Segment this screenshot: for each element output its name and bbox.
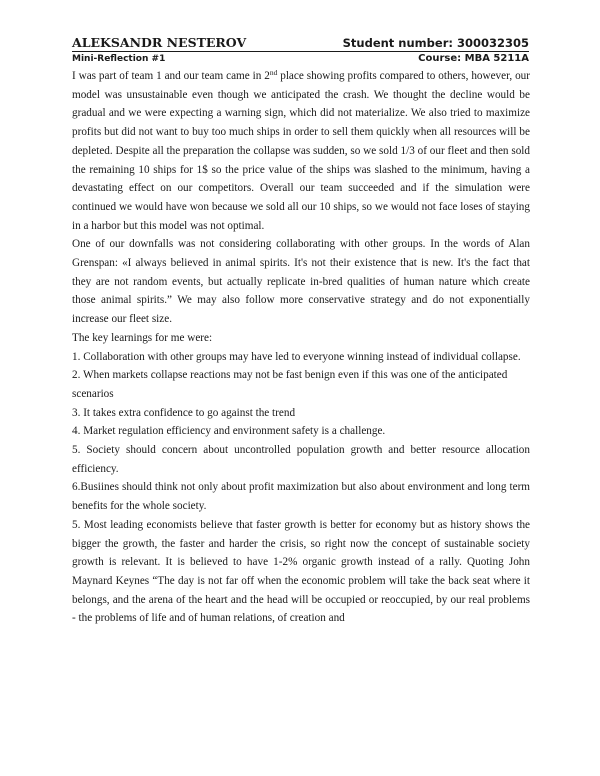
learning-item-1: 1. Collaboration with other groups may have led to everyone winning instead of individual collapse. xyxy=(72,350,521,363)
learnings-intro: The key learnings for me were: xyxy=(72,331,213,344)
learning-item-2: 2. When markets collapse reactions may not be fast benign even if this was one of the anticipated scenarios xyxy=(72,369,508,400)
paragraph-2: One of our downfalls was not considering collaborating with other groups. In the words of Alan Grenspan: «I always believed in animal spirits. It's not their existence that is new. It's the fact that they are not random events, but actually replicate in-bred qualities of human nature which create those animal spirits.” We may also follow more conservative strategy and do not exponentially increase our fleet size. xyxy=(72,238,530,326)
learning-item-3: 3. It takes extra confidence to go against the trend xyxy=(72,406,296,419)
paragraph-1: I was part of team 1 and our team came in 2nd place showing profits compared to others, however, our model was unsustainable even though we anticipated the crash. We thought the decline would be gradual and we were expecting a warning sign, which did not materialize. We also tried to maximize profits but did not want to buy too much ships in order to sell them quickly when all resources will be depleted. Despite all the preparation the collapse was sudden, so we sold 1/3 of our fleet and then sold the remaining 10 ships for 1$ so the price value of the ships was slashed to the minimum, having a devastating effect on our competitors. Overall our team succeeded and if the simulation were continued we would have won because we sold all our 10 ships, so we would not face loses of staying in a harbor but this model was not optimal. xyxy=(72,68,531,232)
learning-item-7: 5. Most leading economists believe that faster growth is better for economy but as history shows the bigger the growth, the faster and harder the crisis, so right now the concept of sustainable society growth is relevant. It is believed to have 1-2% organic growth instead of a rally. Quoting John Maynard Keynes “The day is not far off when the economic problem will take the back seat where it belongs, and the arena of the heart and the head will be occupied or reoccupied, by our real problems - the problems of life and of human relations, of creation and xyxy=(72,518,530,625)
learning-item-6: 6.Busiines should think not only about profit maximization but also about environment and long term benefits for the whole society. xyxy=(72,481,530,513)
learning-item-5: 5. Society should concern about uncontrolled population growth and better resource allocation efficiency. xyxy=(72,444,530,475)
author-name: ALEKSANDR NESTEROV xyxy=(72,35,247,50)
course-code: Course: MBA 5211A xyxy=(418,53,529,64)
header-line xyxy=(72,36,529,52)
doc-title: Mini-Reflection #1 xyxy=(72,54,166,64)
subheader-line xyxy=(72,53,529,65)
document-body xyxy=(72,67,530,628)
student-number: Student number: 300032305 xyxy=(342,36,529,50)
learning-item-4: 4. Market regulation efficiency and environment safety is a challenge. xyxy=(72,425,386,438)
